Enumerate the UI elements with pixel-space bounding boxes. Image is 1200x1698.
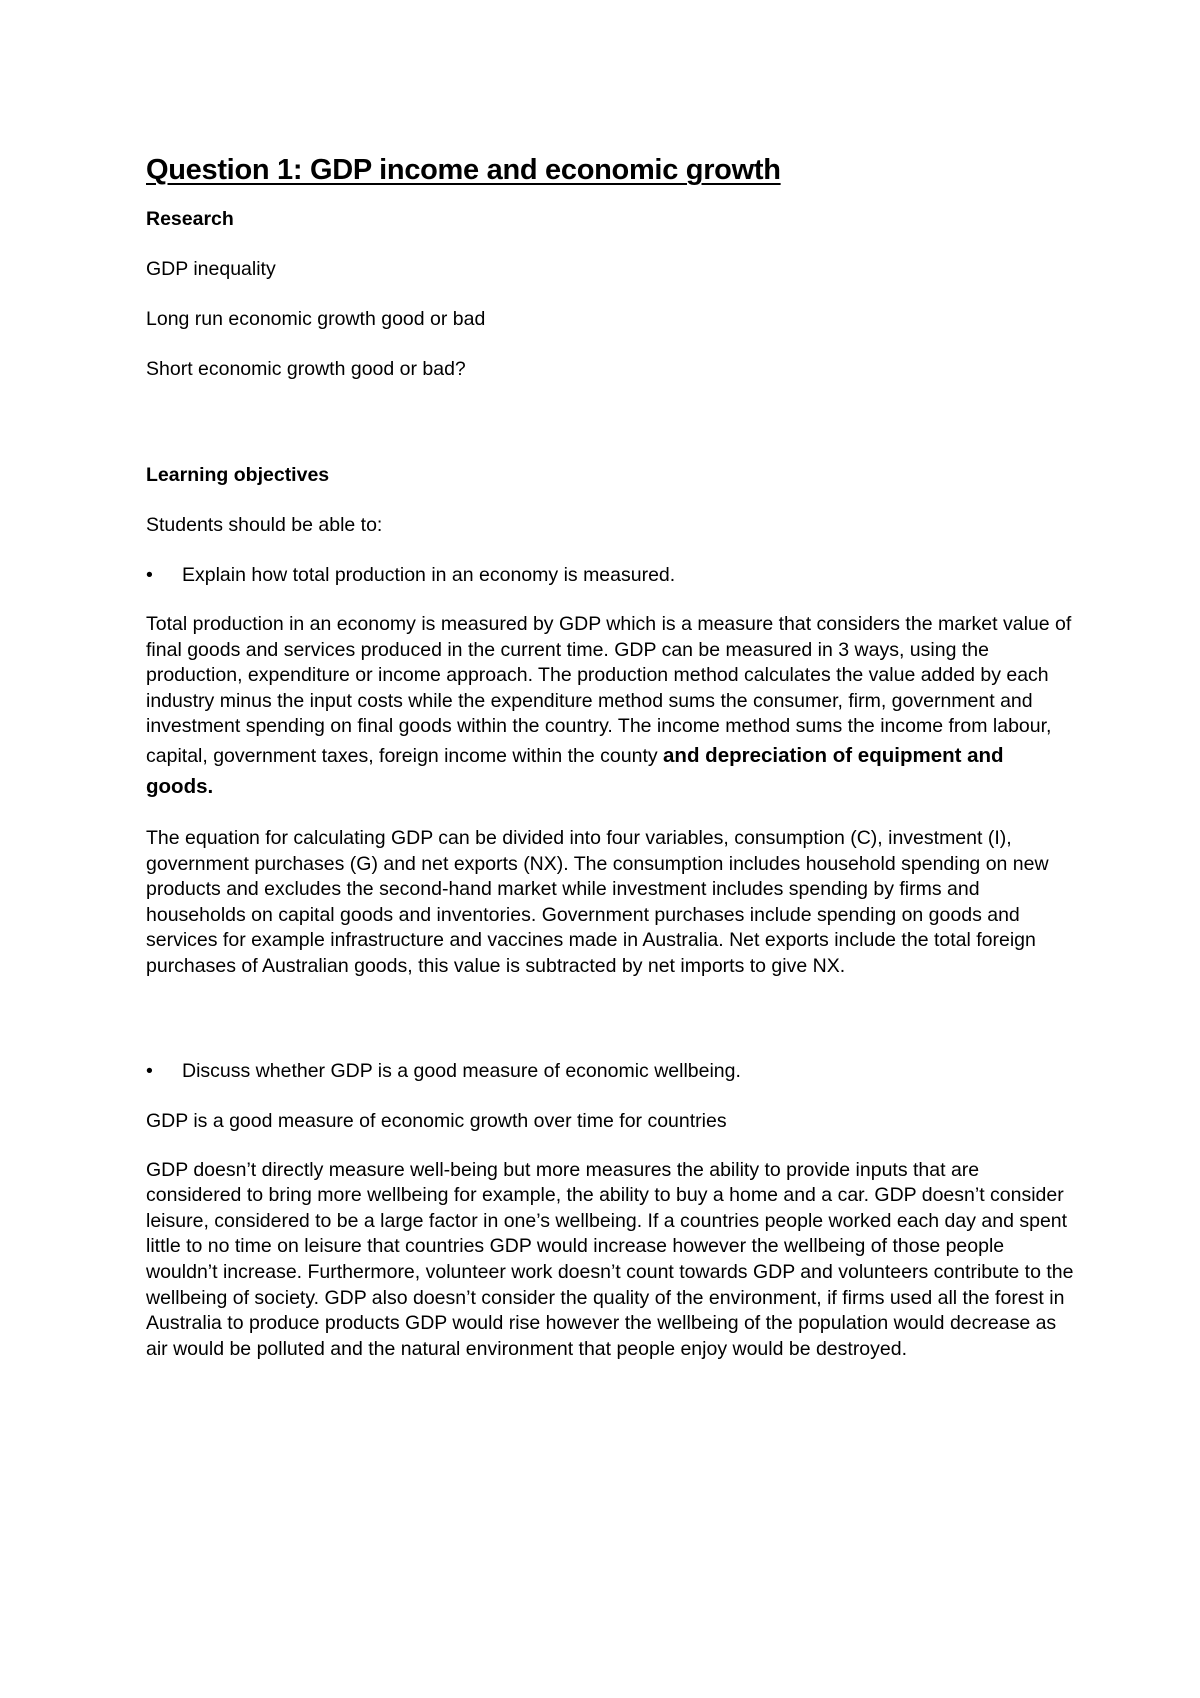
document-page bbox=[146, 150, 1076, 1362]
spacer bbox=[146, 382, 1076, 462]
research-item-2: Long run economic growth good or bad bbox=[146, 308, 486, 330]
answer-2-paragraph: GDP doesn’t directly measure well-being but more measures the ability to provide inputs that are considered to bring more wellbeing for example, the ability to buy a home and a car. GDP doesn’t consider leisure, considered to be a large factor in one’s wellbeing. If a countries people worked each day and spent little to no time on leisure that countries GDP would increase however the wellbeing of those people wouldn’t increase. Furthermore, volunteer work doesn’t count towards GDP and volunteers contribute to the wellbeing of society. GDP also doesn’t consider the quality of the environment, if firms used all the forest in Australia to produce products GDP would rise however the wellbeing of the population would decrease as air would be polluted and the natural environment that people enjoy would be destroyed. bbox=[146, 1158, 1074, 1360]
spacer bbox=[146, 232, 1076, 256]
spacer bbox=[146, 1084, 1076, 1108]
answer-1-bold-text: and depreciation of equipment and goods. bbox=[146, 743, 1004, 798]
spacer bbox=[146, 282, 1076, 306]
objective-1-bullet bbox=[146, 562, 1076, 588]
bullet-icon: • bbox=[146, 564, 153, 586]
research-item-3: Short economic growth good or bad? bbox=[146, 358, 466, 380]
spacer bbox=[146, 588, 1076, 612]
spacer bbox=[146, 488, 1076, 512]
objective-2-text: Discuss whether GDP is a good measure of economic wellbeing. bbox=[182, 1059, 741, 1082]
spacer bbox=[146, 980, 1076, 1058]
objectives-intro: Students should be able to: bbox=[146, 514, 383, 536]
document-title: Question 1: GDP income and economic growth bbox=[146, 154, 781, 186]
spacer bbox=[146, 332, 1076, 356]
answer-1-equation-paragraph: The equation for calculating GDP can be divided into four variables, consumption (C), investment (I), government purchases (G) and net exports (NX). The consumption includes household spending on new products and excludes the second-hand market while investment includes spending by firms and households on capital goods and inventories. Government purchases include spending on goods and services for example infrastructure and vaccines made in Australia. Net exports include the total foreign purchases of Australian goods, this value is subtracted by net imports to give NX. bbox=[146, 826, 1049, 977]
spacer bbox=[146, 538, 1076, 562]
objective-2-bullet bbox=[146, 1058, 1076, 1084]
answer-1-main-text: Total production in an economy is measured by GDP which is a measure that considers the market value of final goods and services produced in the current time. GDP can be measured in 3 ways, using the production, expenditure or income approach. The production method calculates the value added by each industry minus the input costs while the expenditure method sums the consumer, firm, government and investment spending on final goods within the country. The income method sums the income from labour, capital, government taxes, foreign income within the county bbox=[146, 613, 1072, 767]
research-item-1: GDP inequality bbox=[146, 258, 276, 280]
bullet-icon: • bbox=[146, 1059, 153, 1082]
answer-1-paragraph bbox=[146, 612, 1076, 802]
learning-objectives-heading: Learning objectives bbox=[146, 464, 330, 486]
research-heading: Research bbox=[146, 208, 234, 230]
spacer bbox=[146, 1134, 1076, 1158]
objective-1-text: Explain how total production in an economy is measured. bbox=[182, 564, 676, 586]
answer-2-intro: GDP is a good measure of economic growth over time for countries bbox=[146, 1109, 727, 1132]
spacer bbox=[146, 802, 1076, 826]
